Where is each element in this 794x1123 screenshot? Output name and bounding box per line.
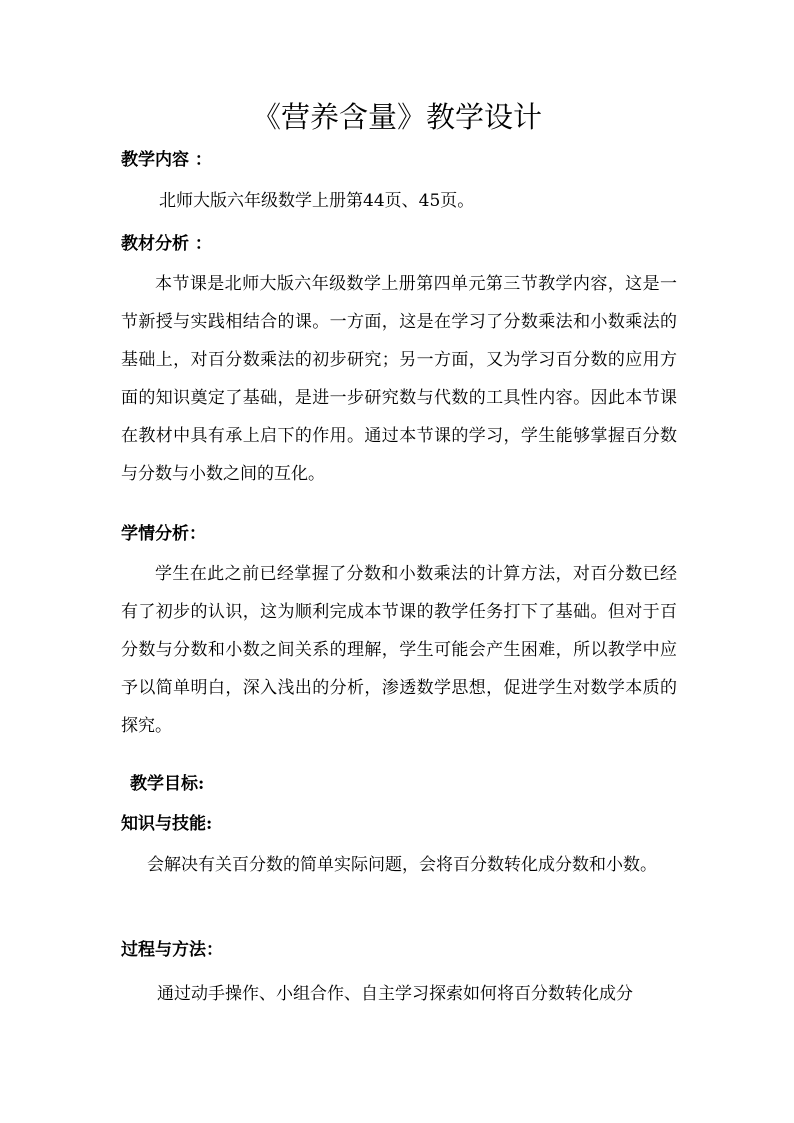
document-title: 《营养含量》教学设计 <box>251 100 542 134</box>
section-body-process-methods: 通过动手操作、小组合作、自主学习探索如何将百分数转化成分 <box>157 984 633 1004</box>
section-heading-process-methods: 过程与方法： <box>121 940 223 960</box>
section-heading-teaching-content: 教学内容 ： <box>121 150 212 170</box>
section-body-knowledge-skills: 会解决有关百分数的简单实际问题，会将百分数转化成分数和小数。 <box>147 855 657 875</box>
section-heading-student-analysis: 学情分析： <box>121 524 206 544</box>
section-body-teaching-content: 北师大版六年级数学上册第44页、45页。 <box>159 191 475 211</box>
section-heading-textbook-analysis: 教材分析 ： <box>121 234 212 254</box>
section-body-textbook-analysis: 本节课是北师大版六年级数学上册第四单元第三节教学内容，这是一节新授与实践相结合的课。一方面，这是在学习了分数乘法和小数乘法的基础上，对百分数乘法的初步研究；另一方面，又为学习百分数的应用方面的知识奠定了基础，是进一步研究数与代数的工具性内容。因此本节课在教材中具有承上启下的作用。通过本节课的学习，学生能够掌握百分数与分数与小数之间的互化。 <box>121 274 677 484</box>
section-body-student-analysis: 学生在此之前已经掌握了分数和小数乘法的计算方法，对百分数已经有了初步的认识，这为顺利完成本节课的教学任务打下了基础。但对于百分数与分数和小数之间关系的理解，学生可能会产生困难，所以教学中应予以简单明白，深入浅出的分析，渗透数学思想，促进学生对数学本质的探究。 <box>121 564 677 736</box>
section-heading-teaching-goals: 教学目标: <box>130 774 205 794</box>
section-heading-knowledge-skills: 知识与技能: <box>121 814 213 834</box>
